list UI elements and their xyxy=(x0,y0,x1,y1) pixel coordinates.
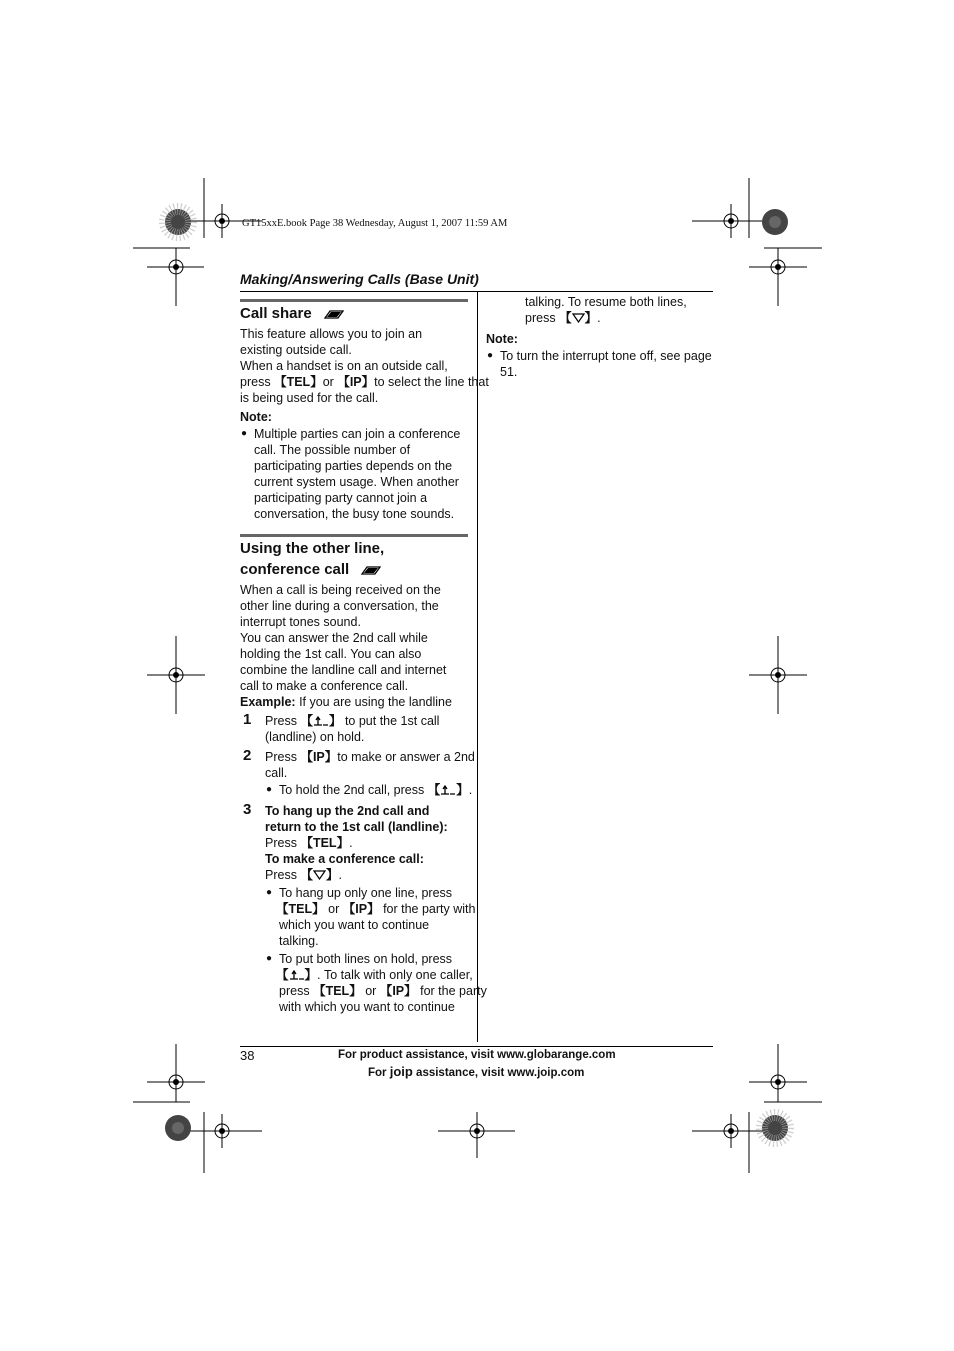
ip-key: 【IP】 xyxy=(342,902,380,916)
other-line-body-4: You can answer the 2nd call while xyxy=(240,631,428,645)
step-2-number: 2 xyxy=(243,747,252,764)
other-line-body-1: When a call is being received on the xyxy=(240,583,441,597)
bullet-icon: ● xyxy=(266,953,273,964)
step-3-bold-1: To hang up the 2nd call and xyxy=(265,804,430,818)
other-line-body-6: combine the landline call and internet xyxy=(240,663,447,677)
step-3-bold-2: return to the 1st call (landline): xyxy=(265,820,448,834)
step-3-b2-l4: with which you want to continue xyxy=(279,1000,455,1014)
bullet-icon: ● xyxy=(241,428,248,439)
step-3-b2-l2: 【 】. To talk with only one caller, xyxy=(276,968,473,982)
step-3-b2-l3: press 【TEL】 or 【IP】 for the party xyxy=(279,984,487,998)
footer-rule xyxy=(240,1046,713,1047)
running-head: Making/Answering Calls (Base Unit) xyxy=(240,271,479,287)
page-number: 38 xyxy=(240,1048,255,1063)
step-3-press-tel: Press 【TEL】. xyxy=(265,836,353,850)
call-share-note-3: participating parties depends on the xyxy=(254,459,453,473)
call-share-body-4: press 【TEL】or 【IP】to select the line that xyxy=(240,375,489,389)
down-arrow-icon xyxy=(572,313,585,323)
call-share-body-2: existing outside call. xyxy=(240,343,352,357)
bullet-icon: ● xyxy=(266,887,273,898)
bullet-icon: ● xyxy=(266,784,273,795)
tel-key: 【TEL】 xyxy=(274,375,323,389)
handset-icon xyxy=(359,566,381,575)
tel-key: 【TEL】 xyxy=(300,836,350,850)
step-3-b2-l1: To put both lines on hold, press xyxy=(279,952,453,966)
step-2-bullet: To hold the 2nd call, press 【 】. xyxy=(279,783,473,797)
step-3-b1-l1: To hang up only one line, press xyxy=(279,886,453,900)
joip-logo: joip xyxy=(389,1064,413,1079)
example-line: Example: If you are using the landline xyxy=(240,695,452,709)
call-share-note-6: conversation, the busy tone sounds. xyxy=(254,507,455,521)
handset-icon xyxy=(322,310,344,319)
step-3-b1-l2: 【TEL】 or 【IP】 for the party with xyxy=(276,902,476,916)
step-3-b1-l3: which you want to continue xyxy=(279,918,430,932)
other-line-body-5: holding the 1st call. You can also xyxy=(240,647,422,661)
down-arrow-icon xyxy=(313,870,326,880)
step-2-line-1: Press 【IP】to make or answer a 2nd xyxy=(265,750,475,764)
call-share-note-label: Note: xyxy=(240,410,272,424)
step-3-press-down: Press 【 】. xyxy=(265,868,342,882)
column-divider xyxy=(477,292,478,1042)
section-bar-call-share xyxy=(240,299,468,302)
tel-key: 【TEL】 xyxy=(276,902,325,916)
call-share-note-5: participating party cannot join a xyxy=(254,491,428,505)
other-line-body-2: other line during a conversation, the xyxy=(240,599,439,613)
footer-line-2: For joip assistance, visit www.joip.com xyxy=(368,1064,585,1079)
other-line-body-3: interrupt tones sound. xyxy=(240,615,361,629)
print-header: GT15xxE.book Page 38 Wednesday, August 1, 2007 11:59 AM xyxy=(242,218,508,229)
call-share-body-1: This feature allows you to join an xyxy=(240,327,423,341)
other-line-heading-2: conference call xyxy=(240,559,381,580)
right-note-label: Note: xyxy=(486,332,518,346)
call-share-body-5: is being used for the call. xyxy=(240,391,379,405)
ip-key: 【IP】 xyxy=(300,750,338,764)
down-key: 【 】 xyxy=(300,868,339,882)
ip-key: 【IP】 xyxy=(379,984,417,998)
other-line-body-7: call to make a conference call. xyxy=(240,679,409,693)
step-2-line-2: call. xyxy=(265,766,288,780)
hold-icon xyxy=(440,784,456,795)
other-line-heading-1: Using the other line, xyxy=(240,540,385,557)
call-share-heading: Call share xyxy=(240,303,344,324)
step-1-line-1: Press 【 】 to put the 1st call xyxy=(265,714,440,728)
right-note-2: 51. xyxy=(500,365,518,379)
hold-icon xyxy=(289,969,305,980)
continued-line-2: press 【 】. xyxy=(525,311,601,325)
tel-key: 【TEL】 xyxy=(313,984,362,998)
step-1-line-2: (landline) on hold. xyxy=(265,730,365,744)
step-3-bold-3: To make a conference call: xyxy=(265,852,424,866)
hold-key: 【 】 xyxy=(300,714,342,728)
section-bar-other-line xyxy=(240,534,468,537)
footer-line-1: For product assistance, visit www.globarange.com xyxy=(338,1049,616,1061)
call-share-note-1: Multiple parties can join a conference xyxy=(254,427,461,441)
bullet-icon: ● xyxy=(487,350,494,361)
hold-key: 【 】 xyxy=(276,968,318,982)
hold-key: 【 】 xyxy=(427,783,469,797)
call-share-note-4: current system usage. When another xyxy=(254,475,459,489)
step-1-number: 1 xyxy=(243,711,252,728)
right-note-1: To turn the interrupt tone off, see page xyxy=(500,349,712,363)
step-3-number: 3 xyxy=(243,801,252,818)
continued-line-1: talking. To resume both lines, xyxy=(525,295,687,309)
down-key: 【 】 xyxy=(559,311,598,325)
ip-key: 【IP】 xyxy=(337,375,375,389)
hold-icon xyxy=(313,715,329,726)
call-share-note-2: call. The possible number of xyxy=(254,443,411,457)
step-3-b1-l4: talking. xyxy=(279,934,319,948)
call-share-body-3: When a handset is on an outside call, xyxy=(240,359,448,373)
